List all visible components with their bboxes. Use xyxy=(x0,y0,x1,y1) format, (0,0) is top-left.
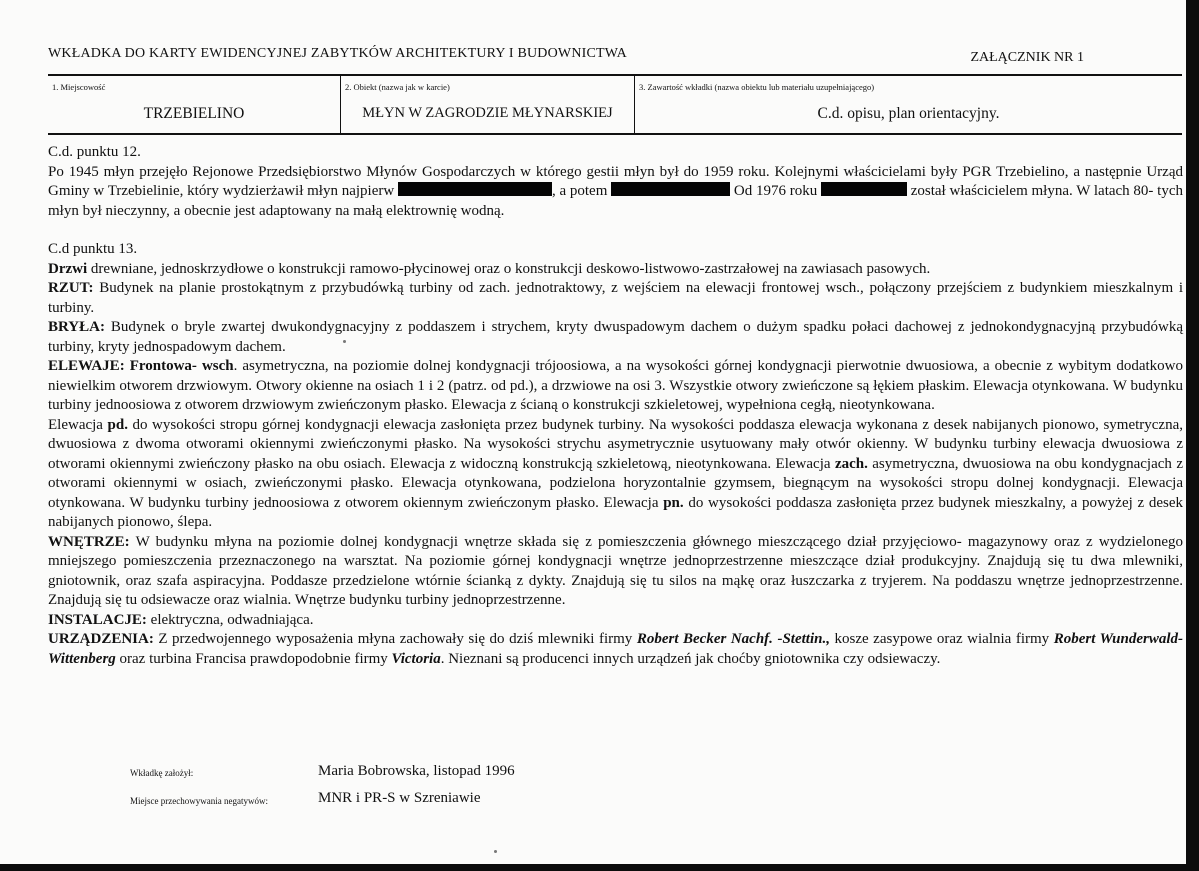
elevation-south-label: pd. xyxy=(107,416,128,433)
annex-label: ZAŁĄCZNIK NR 1 xyxy=(970,50,1084,65)
spacer xyxy=(48,221,1183,240)
elevation-north-label: pn. xyxy=(663,494,684,511)
content-label: 3. Zawartość wkładki (nazwa obiektu lub materiału uzupełniającego) xyxy=(639,82,875,92)
doors-paragraph xyxy=(48,260,1183,280)
elevation-sides-paragraph xyxy=(48,416,1183,533)
elevation-north-text: do wysokości poddasza zasłonięta przez budynek mieszkalny, a powyżej z desek nabijanych pionowo, ślepa. xyxy=(48,494,1183,530)
section12-paragraph xyxy=(48,163,1183,222)
doors-label: Drzwi xyxy=(48,260,88,277)
redaction-block xyxy=(611,182,730,196)
object-label: 2. Obiekt (nazwa jak w karcie) xyxy=(345,82,450,92)
object-cell xyxy=(340,76,634,133)
mass-paragraph xyxy=(48,318,1183,357)
section12-heading: C.d. punktu 12. xyxy=(48,144,141,160)
plan-paragraph xyxy=(48,279,1183,318)
section12-text-4: został właścicielem młyna. W latach 80- tych młyn był nieczynny, a obecnie jest adaptowany na małą elektrownię wodną. xyxy=(48,183,1184,219)
header-table xyxy=(48,74,1182,135)
doors-text: drewniane, jednoskrzydłowe o konstrukcji ramowo-płycinowej oraz o konstrukcji deskowo-listwowo-zastrzałowej na zawiasach pasowych. xyxy=(87,260,931,277)
content-cell xyxy=(634,76,1182,133)
elevation-text: . asymetryczna, na poziomie dolnej kondygnacji trójoosiowa, a na wysokości górnej kondygnacji pierwotnie dwuosiowa, a obecnie z wybitym dodatkowo niewielkim otworem drzwiowym. Otwory okienne na osiach 1 i 2 (patrz. od pd.), a drzwiowe na osi 3. Wszystkie otwory zwieńczone są łękiem płaskim. Elewacja otynkowana. W budynku turbiny jednoosiowa z otworem drzwiowym zwieńczonym płasko. Elewacja z ścianą o konstrukcji szkieletowej, wypełniona cegłą, nieotynkowana. xyxy=(48,358,1183,413)
elevation-south-prefix: Elewacja xyxy=(48,416,108,433)
elevation-paragraph xyxy=(48,357,1183,416)
installations-paragraph xyxy=(48,611,1183,631)
equipment-paragraph xyxy=(48,630,1183,669)
interior-text: W budynku młyna na poziomie dolnej kondygnacji wnętrze składa się z pomieszczenia głównego mieszczącego dział przyjęciowo- magazynowy oraz z wydzielonego mniejszego pomieszczenia przeznaczonego na warsztat. Na poziomie górnej kondygnacji wnętrze jednoprzestrzenne mieszczące dział produkcyjny. Znajdują się tu dwa mlewniki, gniotownik, oraz szafa aspiracyjna. Poddasze przedzielone wtórnie ścianką z dykty. Znajdują się tu silos na mąkę oraz łuszczarka z tryjerem. Na poddaszu wnętrze jednoprzestrzenne. Znajdują się tu odsiewacze oraz wialnia. Wnętrze budynku turbiny jednoprzestrzenne. xyxy=(48,533,1183,608)
plan-text: Budynek na planie prostokątnym z przybudówką turbiny od zach. jednotraktowy, z wejściem na elewacji frontowej wsch., połączony przejściem z budynkiem mieszkalnym i turbiny. xyxy=(48,280,1183,316)
author-label: Wkładkę założył: xyxy=(130,768,194,778)
elevation-west-text: asymetryczna, dwuosiowa na obu kondygnacjach z otworami okiennymi w osiach, zwieńczonymi płasko. Elewacja otynkowana, podzielona horyzontalnie gzymsem, biegnącym na wysokości stropu dolnej kondygnacji. Elewacja otynkowana. W budynku turbiny jednoosiowa z otworem okiennym zwieńczonym płasko. Elewacja xyxy=(48,455,1183,511)
storage-label: Miejsce przechowywania negatywów: xyxy=(130,796,268,806)
section13-heading: C.d punktu 13. xyxy=(48,241,138,257)
equipment-text-2: kosze zasypowe oraz wialnia firmy xyxy=(829,631,1054,647)
author-value: Maria Bobrowska, listopad 1996 xyxy=(318,763,515,779)
document-body xyxy=(48,143,1183,669)
section12-text-1: Po 1945 młyn przejęło Rejonowe Przedsiębiorstwo Młynów Gospodarczych w którego gestii młyn był do 1959 roku. Kolejnymi właścicielami były PGR Trzebielino, a następnie Urząd Gminy w Trzebielinie, który wydzierżawił młyn najpierw xyxy=(48,163,1183,199)
locality-cell xyxy=(48,76,340,133)
equipment-firm-3: Victoria xyxy=(391,650,441,667)
redaction-block xyxy=(821,182,907,196)
installations-label: INSTALACJE: xyxy=(48,611,147,628)
elevation-west-label: zach. xyxy=(834,455,868,472)
mass-text: Budynek o bryle zwartej dwukondygnacyjny z poddaszem i strychem, kryty dwuspadowym dachem o dużym spadku połaci dachowej z jednokondygnacyjną przybudówką turbiny, kryty jednospadowym dachem. xyxy=(48,319,1183,355)
section12-text-2: , a potem xyxy=(551,183,612,199)
interior-label: WNĘTRZE: xyxy=(48,533,130,550)
redaction-block xyxy=(398,182,552,196)
storage-value: MNR i PR-S w Szreniawie xyxy=(318,790,481,806)
paper-speck xyxy=(343,340,346,343)
installations-text: elektryczna, odwadniająca. xyxy=(146,611,314,628)
section12-text-3: Od 1976 roku xyxy=(730,183,821,199)
locality-value: TRZEBIELINO xyxy=(143,105,245,122)
elevation-south-text: do wysokości stropu górnej kondygnacji elewacja zasłonięta przez budynek turbiny. Na wysokości poddasza elewacja wykonana z desek nabijanych pionowo, symetryczna, dwuosiowa z dwoma otworami okiennymi zwieńczonymi płasko. Na wysokości strychu asymetrycznie usytuowany mały otwór okienny. W budynku turbiny elewacja dwuosiowa z otworami okiennymi zwieńczony płasko na obu osiach. Elewacja z widoczną konstrukcją szkieletową, nieotynkowana. Elewacja xyxy=(48,416,1183,472)
elevation-label: ELEWAJE: Frontowa- wsch xyxy=(48,358,234,374)
paper-speck xyxy=(494,850,497,853)
object-value: MŁYN W ZAGRODZIE MŁYNARSKIEJ xyxy=(362,105,613,121)
plan-label: RZUT: xyxy=(48,280,94,296)
content-value: C.d. opisu, plan orientacyjny. xyxy=(817,105,1000,122)
interior-paragraph xyxy=(48,533,1183,611)
equipment-firm-2: Robert Wunderwald- Wittenberg xyxy=(48,631,1183,667)
equipment-text-1: Z przedwojennego wyposażenia młyna zachowały się do dziś mlewniki firmy xyxy=(153,631,637,647)
locality-label: 1. Miejscowość xyxy=(52,82,106,92)
equipment-text-3: oraz turbina Francisa prawdopodobnie firmy xyxy=(115,650,392,667)
equipment-firm-1: Robert Becker Nachf. -Stettin., xyxy=(636,631,830,647)
document-title: WKŁADKA DO KARTY EWIDENCYJNEJ ZABYTKÓW ARCHITEKTURY I BUDOWNICTWA xyxy=(48,46,627,61)
equipment-label: URZĄDZENIA: xyxy=(48,631,154,647)
equipment-text-4: . Nieznani są producenci innych urządzeń jak choćby gniotownika czy odsiewaczy. xyxy=(440,650,941,667)
mass-label: BRYŁA: xyxy=(48,319,105,335)
